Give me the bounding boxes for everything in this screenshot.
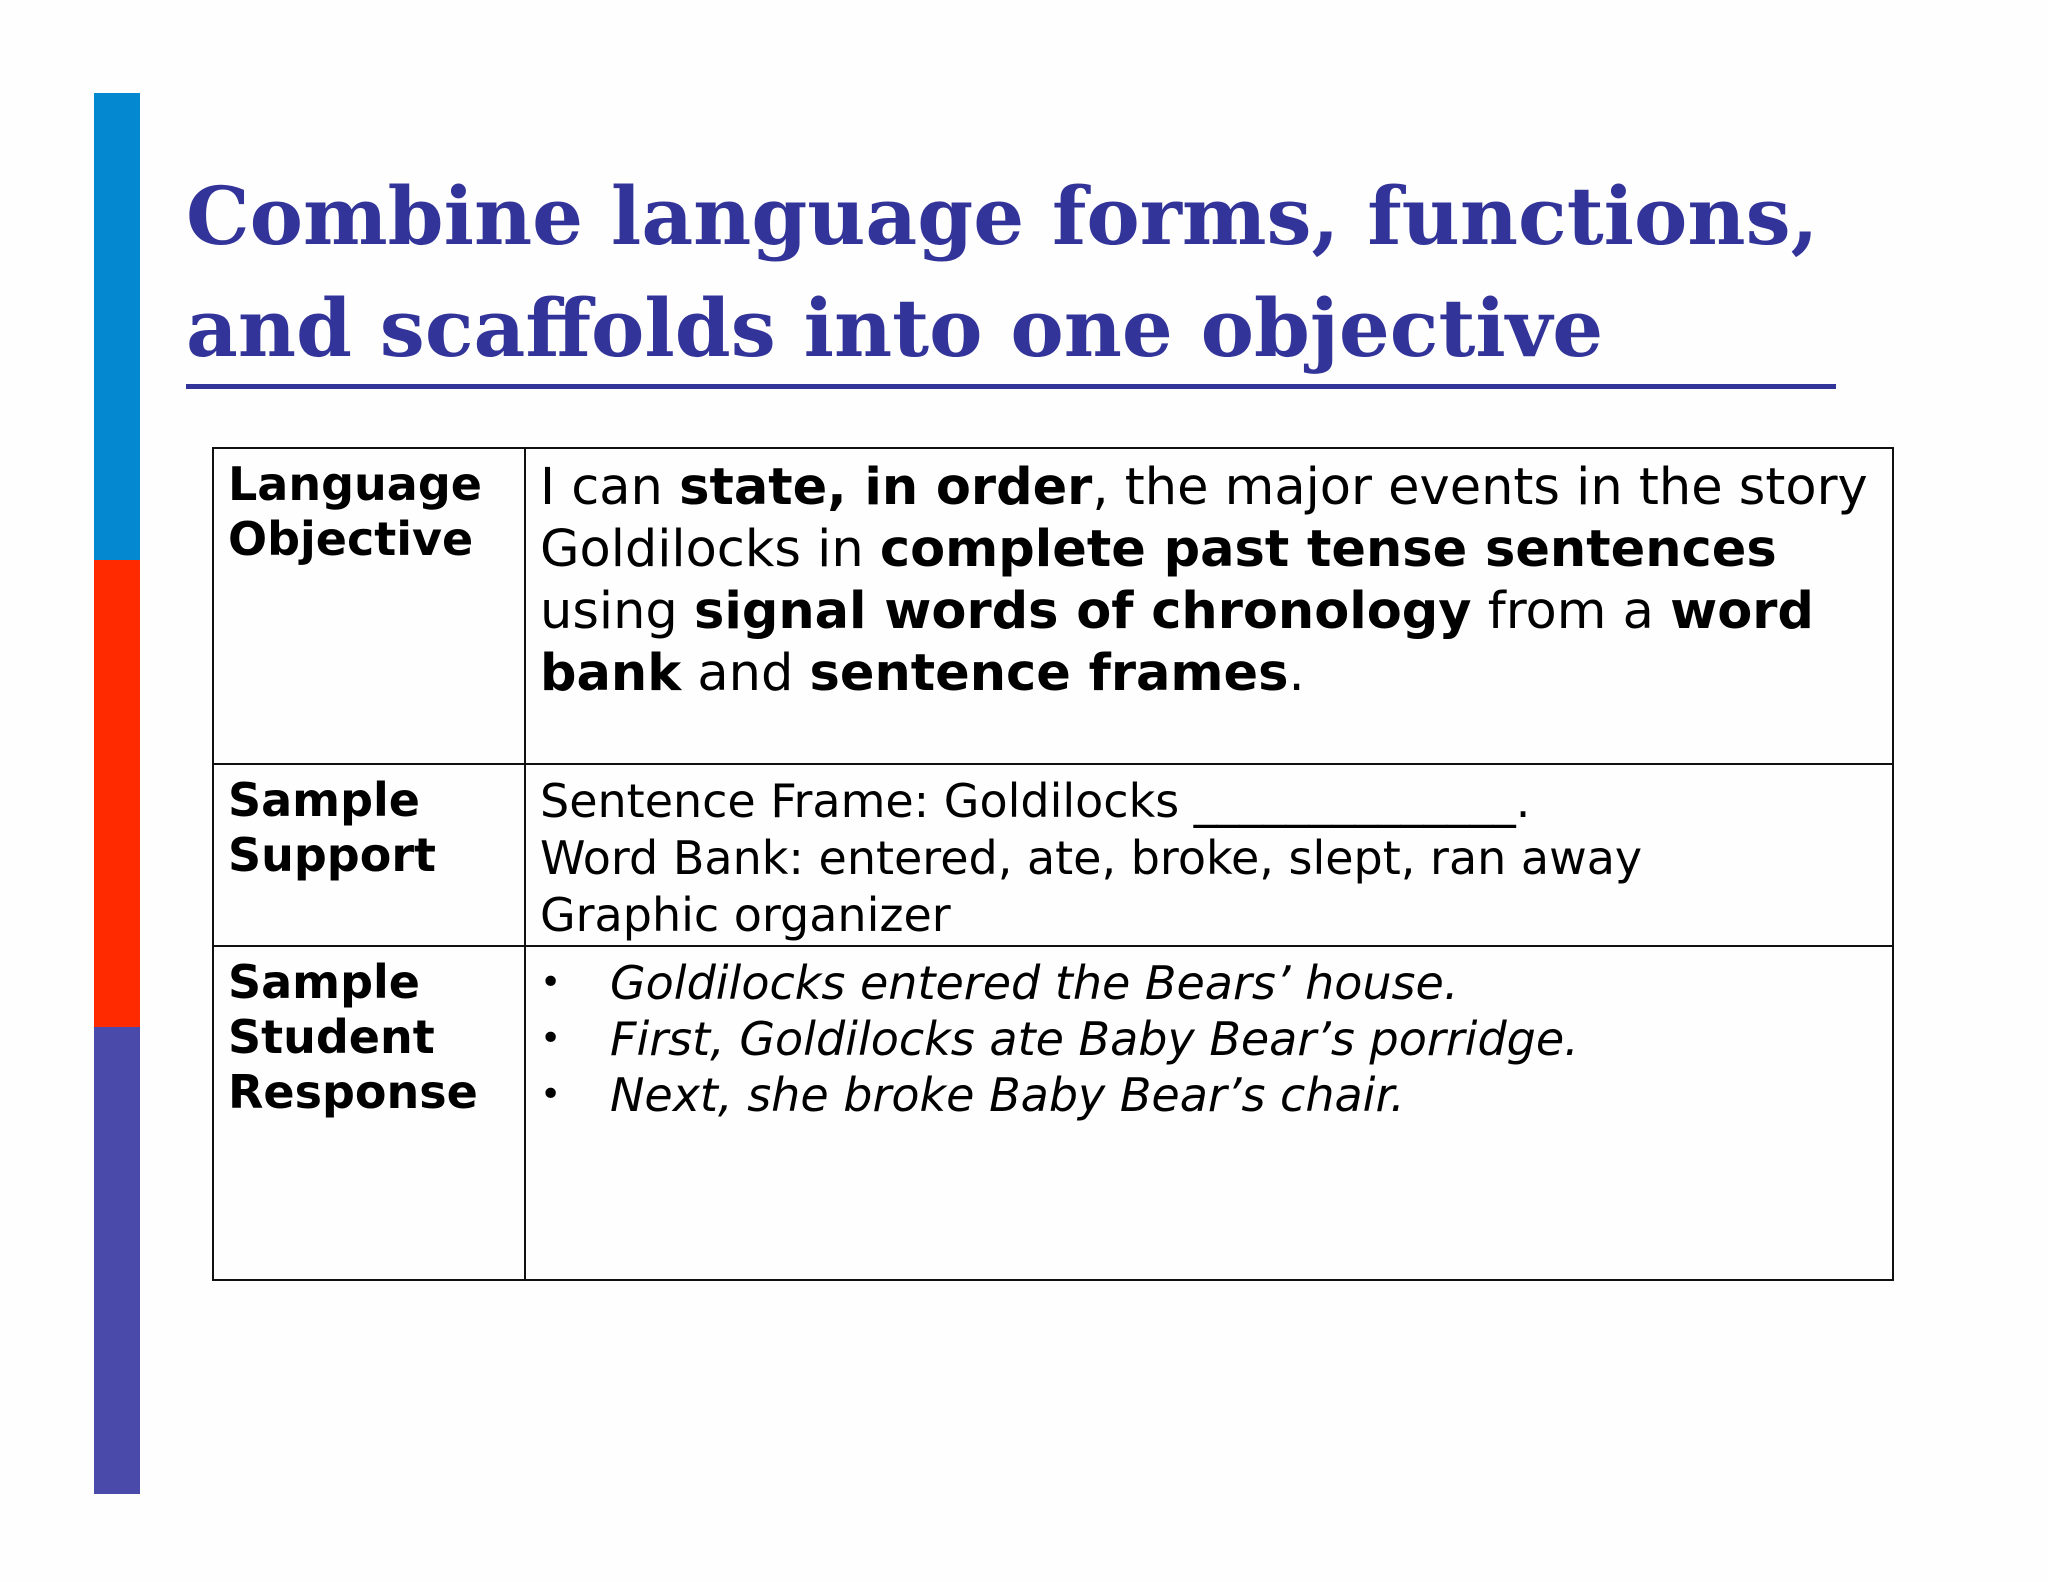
list-item [540, 1067, 1878, 1123]
objective-text-segment: . [1288, 644, 1305, 703]
response-text: Next, she broke Baby Bear’s chair. [610, 1068, 1405, 1122]
label-line: Sample [228, 955, 420, 1009]
slide-title: Combine language forms, functions, and scaffolds into one objective [186, 169, 1819, 375]
accent-bar-indigo [94, 1027, 140, 1494]
objective-text-segment: using [540, 582, 694, 641]
objective-text-segment: and [681, 644, 810, 703]
response-text: First, Goldilocks ate Baby Bear’s porridge. [610, 1012, 1579, 1066]
label-line: Student [228, 1010, 435, 1064]
accent-bar-blue [94, 93, 140, 560]
objective-bold-segment: signal words of chronology [693, 582, 1472, 641]
graphic-organizer-line: Graphic organizer [540, 888, 951, 942]
accent-bar-red [94, 560, 140, 1027]
sample-student-response-list [525, 946, 1893, 1280]
list-item [540, 955, 1878, 1011]
objective-table [212, 447, 1894, 1281]
language-objective-text [525, 448, 1893, 764]
title-underline [186, 384, 1836, 389]
table-row-sample-student-response [213, 946, 1893, 1280]
word-bank-line: Word Bank: entered, ate, broke, slept, ran away [540, 831, 1643, 885]
label-language-objective [213, 448, 525, 764]
sentence-frame-line: Sentence Frame: Goldilocks ______________. [540, 774, 1531, 828]
label-sample-student-response [213, 946, 525, 1280]
response-text: Goldilocks entered the Bears’ house. [610, 956, 1459, 1010]
objective-bold-segment: word bank [540, 582, 1814, 703]
objective-bold-segment: sentence frames [809, 644, 1289, 703]
objective-bold-segment: state, in order [679, 458, 1093, 517]
label-line: Language [228, 457, 482, 511]
objective-text-segment: I can [540, 458, 680, 517]
label-line: Response [228, 1065, 478, 1119]
label-sample-support [213, 764, 525, 946]
table-row-language-objective [213, 448, 1893, 764]
label-line: Sample [228, 773, 420, 827]
list-item [540, 1011, 1878, 1067]
sample-support-text [525, 764, 1893, 946]
label-line: Objective [228, 512, 474, 566]
bullet-icon: • [540, 1018, 562, 1059]
response-bullet-list [540, 955, 1878, 1123]
label-line: Support [228, 828, 437, 882]
objective-text-segment: , the major events in the story Goldilocks in [540, 458, 1868, 579]
objective-bold-segment: complete past tense sentences [879, 520, 1777, 579]
table-row-sample-support [213, 764, 1893, 946]
bullet-icon: • [540, 962, 562, 1003]
objective-text-segment: from a [1471, 582, 1671, 641]
bullet-icon: • [540, 1074, 562, 1115]
